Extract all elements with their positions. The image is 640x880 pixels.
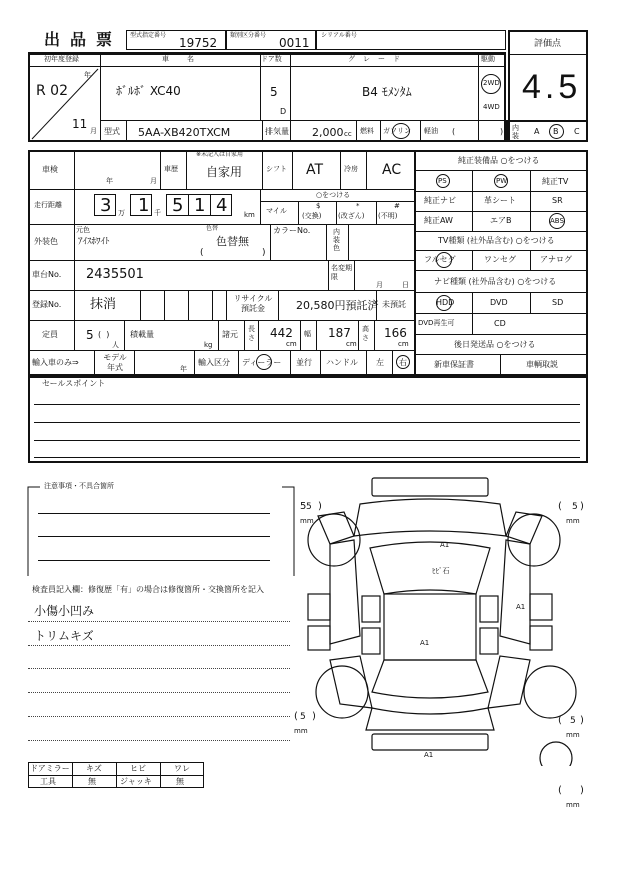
equip-abs: ABS — [550, 217, 564, 225]
interior-grade-b: B — [553, 127, 559, 136]
tire-rr-value: 5 — [570, 716, 576, 726]
category-value: 0011 — [279, 36, 310, 50]
equip-tv: 純正TV — [542, 177, 569, 186]
tire-rl-value: 5 — [300, 712, 306, 722]
chassis-number: 2435501 — [86, 267, 144, 282]
equip-pw: PW — [496, 177, 508, 185]
notes-label: 注意事項・不具合箇所 — [44, 482, 114, 490]
handle-right: 右 — [399, 358, 407, 367]
interior-grade-a: A — [534, 127, 540, 136]
displacement-value: 2,000 — [312, 126, 344, 139]
equip-leather: 革シート — [484, 196, 516, 205]
interior-grade-c: C — [574, 127, 580, 136]
score-label: 評価点 — [534, 39, 562, 49]
tire-fl-value: 5 — [300, 501, 307, 512]
equip-aw: 純正AW — [424, 216, 453, 225]
serial-box: シリアル番号 — [316, 30, 506, 50]
category-box: 類別区分番号 0011 — [226, 30, 316, 50]
length-value: 442 — [270, 326, 293, 340]
later-warranty: 新車保証書 — [434, 360, 474, 369]
car-name: ﾎﾞﾙﾎﾞ XC40 — [116, 84, 181, 98]
equip-sr: SR — [552, 196, 563, 205]
history-value: 自家用 — [206, 165, 243, 179]
drive-4wd: 4WD — [483, 103, 500, 111]
damage-mark-left: A1 — [420, 639, 430, 647]
notes-bracket — [26, 480, 296, 580]
grade-value: B4 ﾓﾒﾝﾀﾑ — [362, 85, 412, 99]
model-code: 5AA-XB420TXCM — [138, 126, 231, 139]
tv-fullseg: フルセグ — [424, 255, 456, 264]
type-cert-value: 19752 — [179, 36, 218, 50]
damage-mark-right: A1 — [516, 603, 526, 611]
inspector-line-1: 小傷小凹み — [34, 604, 95, 618]
sheet-title: 出品票 — [44, 30, 123, 49]
sales-point-label: セールスポイント — [42, 379, 106, 388]
tv-oneseg: ワンセグ — [484, 255, 516, 264]
equip-airbag: エアB — [490, 216, 512, 225]
navi-dvd: DVD — [490, 298, 508, 307]
mileage-digit-5: 4 — [216, 195, 228, 216]
capacity-value: 5 — [86, 328, 94, 342]
navi-hdd: HDD — [436, 298, 455, 307]
door-count: 5 — [270, 85, 278, 99]
reg-number: 抹消 — [90, 297, 117, 312]
shift-value: AT — [306, 162, 324, 178]
fuel-diesel: 軽油 — [424, 127, 438, 135]
sales-point-box — [28, 376, 588, 463]
tire-spare-unit: mm — [566, 801, 580, 809]
inspector-label: 検査員記入欄：修復歴「有」の場合は修復箇所・交換箇所を記入 — [32, 585, 264, 594]
width-value: 187 — [328, 326, 351, 340]
damage-mark-rear: A1 — [424, 751, 434, 759]
equip-ps: PS — [438, 177, 447, 185]
navi-sd: SD — [552, 298, 564, 307]
first-reg-month: 11 — [72, 117, 88, 131]
fuel-gasoline: ガソリン — [383, 127, 411, 135]
height-value: 166 — [384, 326, 407, 340]
car-diagram — [300, 476, 600, 766]
recycle-value: 20,580円預託済 — [296, 299, 379, 312]
mileage-digit-4: 1 — [194, 195, 206, 216]
later-manual: 車輌取説 — [526, 360, 558, 369]
damage-mark-hood: A1 — [440, 541, 450, 549]
drive-2wd: 2WD — [483, 79, 500, 87]
type-cert-box: 型式指定番号 19752 — [126, 30, 226, 50]
tire-fr-value: 5 — [572, 502, 578, 512]
ac-value: AC — [382, 162, 402, 178]
score-value: 4.5 — [522, 68, 582, 106]
equip-navi: 純正ナビ — [424, 196, 456, 205]
import-dealer: ディーラー — [242, 358, 282, 367]
mileage-digit-3: 5 — [172, 195, 184, 216]
damage-mark-windshield: ﾋﾋﾞ石 — [432, 567, 450, 575]
inspector-line-2: トリムキズ — [34, 629, 94, 643]
first-reg-year: R 02 — [36, 83, 68, 99]
color-change: 色替無 — [216, 235, 249, 248]
mileage-digit-2: 1 — [138, 195, 150, 216]
mileage-digit-1: 3 — [100, 195, 112, 216]
original-color: ｱｲｽﾎﾜｲﾄ — [78, 237, 110, 247]
tv-analog: アナログ — [540, 255, 572, 264]
